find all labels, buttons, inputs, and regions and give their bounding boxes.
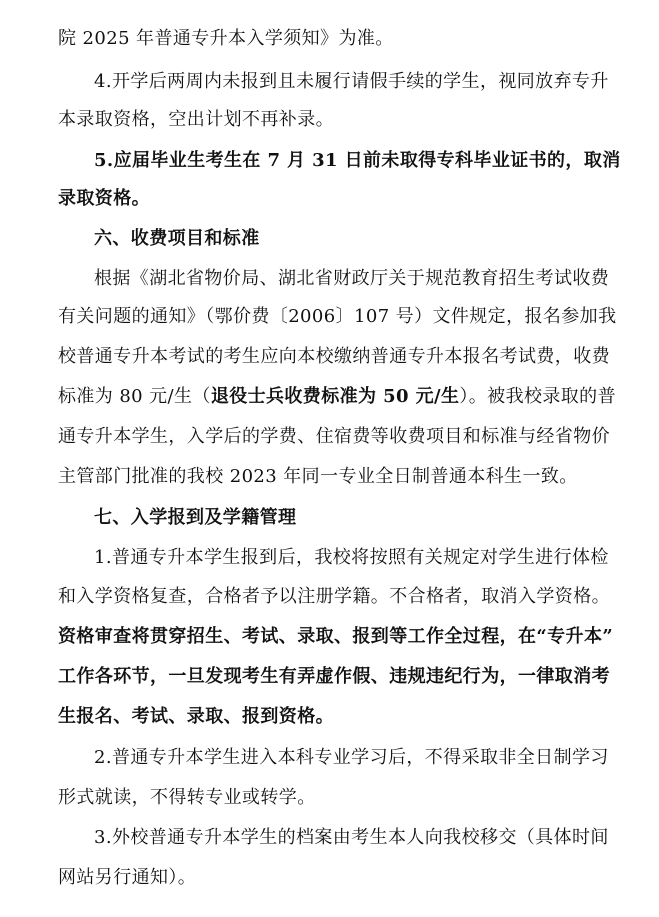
paragraph-line-bold: 生报名、考试、录取、报到资格。 xyxy=(58,706,334,727)
paragraph-line: 1.普通专升本学生报到后，我校将按照有关规定对学生进行体检 xyxy=(94,547,609,568)
text-segment: ）。被我校录取的普 xyxy=(459,386,616,407)
text-segment-bold: 退役士兵收费标准为 50 元/生 xyxy=(210,386,460,407)
paragraph-line: 院 2025 年普通专升本入学须知》为准。 xyxy=(58,28,394,49)
paragraph-line: 通专升本学生，入学后的学费、住宿费等收费项目和标准与经省物价 xyxy=(58,426,610,447)
paragraph-line: 和入学资格复查，合格者予以注册学籍。不合格者，取消入学资格。 xyxy=(58,586,610,607)
paragraph-line: 形式就读，不得转专业或转学。 xyxy=(58,787,316,808)
paragraph-line-bold: 录取资格。 xyxy=(58,188,150,209)
paragraph-line: 主管部门批准的我校 2023 年同一专业全日制普通本科生一致。 xyxy=(58,466,578,487)
paragraph-line: 网站另行通知）。 xyxy=(58,867,197,888)
paragraph-line: 4.开学后两周内未报到且未履行请假手续的学生，视同放弃专升 xyxy=(94,71,609,92)
section-heading: 六、收费项目和标准 xyxy=(94,228,260,249)
text-segment: 标准为 80 元/生（ xyxy=(58,386,211,407)
paragraph-line-bold: 5.应届毕业生考生在 7 月 31 日前未取得专科毕业证书的，取消 xyxy=(94,150,621,171)
section-heading: 七、入学报到及学籍管理 xyxy=(94,507,297,528)
paragraph-line: 本录取资格，空出计划不再补录。 xyxy=(58,109,334,130)
paragraph-line: 有关问题的通知》（鄂价费〔2006〕107 号）文件规定，报名参加我 xyxy=(58,306,617,327)
paragraph-line-mixed xyxy=(58,380,616,414)
paragraph-line-bold: 资格审查将贯穿招生、考试、录取、报到等工作全过程，在“专升本” xyxy=(58,626,614,647)
paragraph-line-bold: 工作各环节，一旦发现考生有弄虚作假、违规违纪行为，一律取消考 xyxy=(58,666,610,687)
paragraph-line: 校普通专升本考试的考生应向本校缴纳普通专升本报名考试费，收费 xyxy=(58,346,610,367)
paragraph-line: 根据《湖北省物价局、湖北省财政厅关于规范教育招生考试收费 xyxy=(94,268,610,289)
paragraph-line: 3.外校普通专升本学生的档案由考生本人向我校移交（具体时间 xyxy=(94,827,609,848)
paragraph-line: 2.普通专升本学生进入本科专业学习后，不得采取非全日制学习 xyxy=(94,747,609,768)
